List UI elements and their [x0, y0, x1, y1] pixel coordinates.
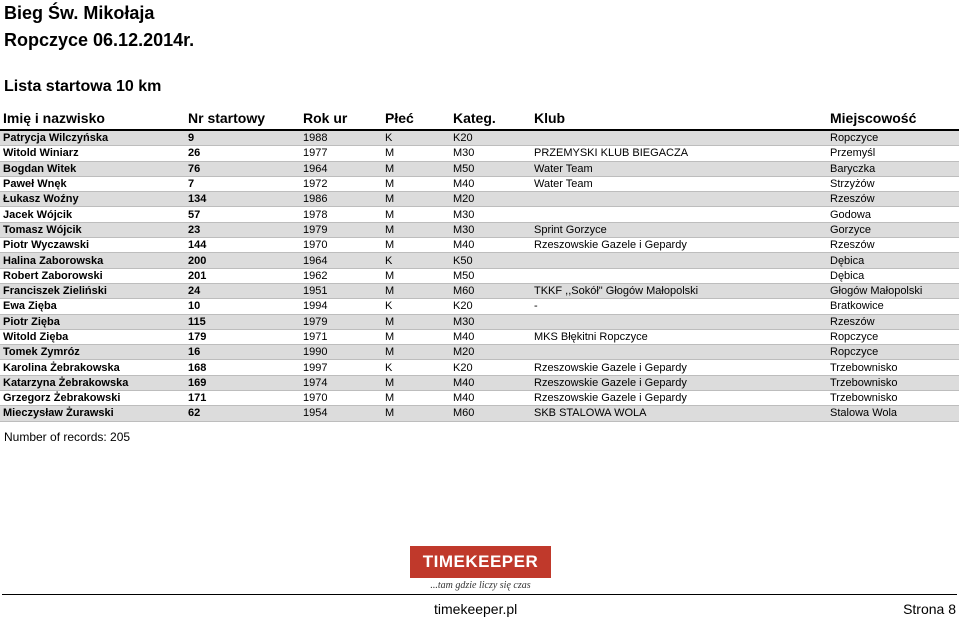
cell-category: M20: [450, 345, 531, 360]
table-row: [0, 314, 959, 329]
event-title: Bieg Św. Mikołaja: [4, 3, 155, 23]
cell-bib: 115: [185, 314, 300, 329]
header-col-year: Rok ur: [300, 106, 382, 130]
cell-bib: 62: [185, 406, 300, 421]
cell-sex: M: [382, 314, 450, 329]
cell-year: 1977: [300, 146, 382, 161]
cell-category: M30: [450, 314, 531, 329]
table-row: [0, 329, 959, 344]
cell-club: Rzeszowskie Gazele i Gepardy: [531, 375, 827, 390]
cell-name: Piotr Zięba: [0, 314, 185, 329]
cell-club: [531, 314, 827, 329]
cell-year: 1978: [300, 207, 382, 222]
cell-name: Łukasz Woźny: [0, 192, 185, 207]
cell-sex: M: [382, 161, 450, 176]
record-count: Number of records: 205: [4, 430, 131, 444]
cell-bib: 144: [185, 238, 300, 253]
cell-category: K20: [450, 299, 531, 314]
cell-category: M50: [450, 268, 531, 283]
table-row: [0, 207, 959, 222]
cell-sex: K: [382, 360, 450, 375]
cell-city: Gorzyce: [827, 222, 959, 237]
cell-category: K20: [450, 130, 531, 146]
cell-sex: M: [382, 222, 450, 237]
cell-name: Bogdan Witek: [0, 161, 185, 176]
cell-category: K50: [450, 253, 531, 268]
cell-category: M50: [450, 161, 531, 176]
cell-year: 1971: [300, 329, 382, 344]
cell-sex: K: [382, 130, 450, 146]
cell-year: 1954: [300, 406, 382, 421]
header-col-sex: Płeć: [382, 106, 450, 130]
cell-sex: M: [382, 268, 450, 283]
cell-name: Grzegorz Żebrakowski: [0, 391, 185, 406]
timekeeper-logo: [410, 546, 551, 578]
table-row: [0, 253, 959, 268]
header-col-category: Kateg.: [450, 106, 531, 130]
cell-city: Trzebownisko: [827, 360, 959, 375]
cell-year: 1979: [300, 314, 382, 329]
cell-sex: M: [382, 406, 450, 421]
cell-name: Mieczysław Żurawski: [0, 406, 185, 421]
cell-bib: 9: [185, 130, 300, 146]
cell-club: Rzeszowskie Gazele i Gepardy: [531, 360, 827, 375]
header-col-city: Miejscowość: [827, 106, 959, 130]
cell-city: Baryczka: [827, 161, 959, 176]
cell-city: Dębica: [827, 268, 959, 283]
table-row: [0, 406, 959, 421]
header-col-bib: Nr startowy: [185, 106, 300, 130]
logo-brand: TIMEKEEPER: [422, 552, 539, 571]
table-row: [0, 146, 959, 161]
cell-city: Strzyżów: [827, 176, 959, 191]
cell-name: Franciszek Zieliński: [0, 283, 185, 298]
cell-city: Stalowa Wola: [827, 406, 959, 421]
table-body: [0, 130, 959, 421]
cell-name: Robert Zaborowski: [0, 268, 185, 283]
cell-bib: 26: [185, 146, 300, 161]
cell-category: M40: [450, 176, 531, 191]
cell-year: 1988: [300, 130, 382, 146]
cell-city: Trzebownisko: [827, 375, 959, 390]
cell-name: Jacek Wójcik: [0, 207, 185, 222]
cell-sex: K: [382, 253, 450, 268]
cell-city: Bratkowice: [827, 299, 959, 314]
cell-name: Tomasz Wójcik: [0, 222, 185, 237]
cell-sex: M: [382, 283, 450, 298]
cell-year: 1974: [300, 375, 382, 390]
cell-category: M40: [450, 238, 531, 253]
cell-sex: M: [382, 329, 450, 344]
cell-sex: M: [382, 345, 450, 360]
cell-bib: 134: [185, 192, 300, 207]
cell-year: 1986: [300, 192, 382, 207]
table-row: [0, 299, 959, 314]
cell-year: 1951: [300, 283, 382, 298]
table-row: [0, 238, 959, 253]
cell-city: Rzeszów: [827, 238, 959, 253]
table-row: [0, 176, 959, 191]
cell-year: 1997: [300, 360, 382, 375]
footer-divider: [2, 594, 957, 595]
cell-sex: M: [382, 375, 450, 390]
cell-year: 1972: [300, 176, 382, 191]
cell-name: Witold Zięba: [0, 329, 185, 344]
cell-bib: 76: [185, 161, 300, 176]
cell-club: SKB STALOWA WOLA: [531, 406, 827, 421]
cell-year: 1964: [300, 253, 382, 268]
cell-year: 1962: [300, 268, 382, 283]
cell-category: M60: [450, 283, 531, 298]
cell-year: 1990: [300, 345, 382, 360]
cell-category: M40: [450, 329, 531, 344]
cell-club: Rzeszowskie Gazele i Gepardy: [531, 391, 827, 406]
cell-name: Katarzyna Żebrakowska: [0, 375, 185, 390]
cell-city: Rzeszów: [827, 192, 959, 207]
cell-city: Przemyśl: [827, 146, 959, 161]
cell-club: Water Team: [531, 176, 827, 191]
cell-category: K20: [450, 360, 531, 375]
header-col-club: Klub: [531, 106, 827, 130]
cell-category: M40: [450, 375, 531, 390]
cell-year: 1979: [300, 222, 382, 237]
cell-name: Paweł Wnęk: [0, 176, 185, 191]
table-row: [0, 345, 959, 360]
table-row: [0, 130, 959, 146]
cell-name: Tomek Zymróz: [0, 345, 185, 360]
cell-category: M60: [450, 406, 531, 421]
cell-bib: 24: [185, 283, 300, 298]
cell-bib: 169: [185, 375, 300, 390]
cell-name: Karolina Żebrakowska: [0, 360, 185, 375]
cell-bib: 171: [185, 391, 300, 406]
cell-bib: 201: [185, 268, 300, 283]
cell-sex: M: [382, 391, 450, 406]
cell-bib: 168: [185, 360, 300, 375]
cell-category: M20: [450, 192, 531, 207]
cell-club: [531, 253, 827, 268]
cell-category: M30: [450, 222, 531, 237]
cell-name: Halina Zaborowska: [0, 253, 185, 268]
cell-club: PRZEMYSKI KLUB BIEGACZA: [531, 146, 827, 161]
cell-year: 1994: [300, 299, 382, 314]
cell-club: [531, 192, 827, 207]
cell-category: M30: [450, 207, 531, 222]
table-row: [0, 283, 959, 298]
table-row: [0, 192, 959, 207]
cell-name: Patrycja Wilczyńska: [0, 130, 185, 146]
cell-club: Rzeszowskie Gazele i Gepardy: [531, 238, 827, 253]
cell-city: Głogów Małopolski: [827, 283, 959, 298]
cell-bib: 7: [185, 176, 300, 191]
cell-bib: 179: [185, 329, 300, 344]
cell-club: -: [531, 299, 827, 314]
cell-club: [531, 345, 827, 360]
cell-city: Ropczyce: [827, 345, 959, 360]
list-subtitle: Lista startowa 10 km: [4, 78, 162, 95]
cell-name: Piotr Wyczawski: [0, 238, 185, 253]
cell-sex: M: [382, 238, 450, 253]
cell-sex: M: [382, 146, 450, 161]
cell-club: Sprint Gorzyce: [531, 222, 827, 237]
cell-city: Dębica: [827, 253, 959, 268]
cell-club: MKS Błękitni Ropczyce: [531, 329, 827, 344]
cell-club: [531, 130, 827, 146]
cell-club: TKKF ,,Sokół" Głogów Małopolski: [531, 283, 827, 298]
cell-city: Godowa: [827, 207, 959, 222]
cell-bib: 57: [185, 207, 300, 222]
table-header-row: [0, 106, 959, 130]
table-row: [0, 222, 959, 237]
cell-club: [531, 268, 827, 283]
event-location-date: Ropczyce 06.12.2014r.: [4, 30, 195, 50]
table-row: [0, 360, 959, 375]
cell-year: 1970: [300, 391, 382, 406]
cell-year: 1970: [300, 238, 382, 253]
logo-tagline: ...tam gdzie liczy się czas: [430, 580, 531, 591]
table-row: [0, 391, 959, 406]
cell-name: Ewa Zięba: [0, 299, 185, 314]
cell-club: [531, 207, 827, 222]
cell-bib: 10: [185, 299, 300, 314]
cell-sex: M: [382, 207, 450, 222]
header-col-name: Imię i nazwisko: [0, 106, 185, 130]
cell-sex: K: [382, 299, 450, 314]
cell-city: Trzebownisko: [827, 391, 959, 406]
cell-bib: 23: [185, 222, 300, 237]
footer-site: timekeeper.pl: [434, 601, 518, 617]
table-row: [0, 375, 959, 390]
cell-city: Rzeszów: [827, 314, 959, 329]
cell-sex: M: [382, 192, 450, 207]
cell-name: Witold Winiarz: [0, 146, 185, 161]
cell-category: M40: [450, 391, 531, 406]
start-list-table: [0, 106, 959, 422]
table-row: [0, 268, 959, 283]
cell-bib: 200: [185, 253, 300, 268]
cell-year: 1964: [300, 161, 382, 176]
page-number: Strona 8: [903, 601, 956, 617]
cell-category: M30: [450, 146, 531, 161]
cell-city: Ropczyce: [827, 329, 959, 344]
cell-bib: 16: [185, 345, 300, 360]
cell-club: Water Team: [531, 161, 827, 176]
table-row: [0, 161, 959, 176]
cell-city: Ropczyce: [827, 130, 959, 146]
cell-sex: M: [382, 176, 450, 191]
